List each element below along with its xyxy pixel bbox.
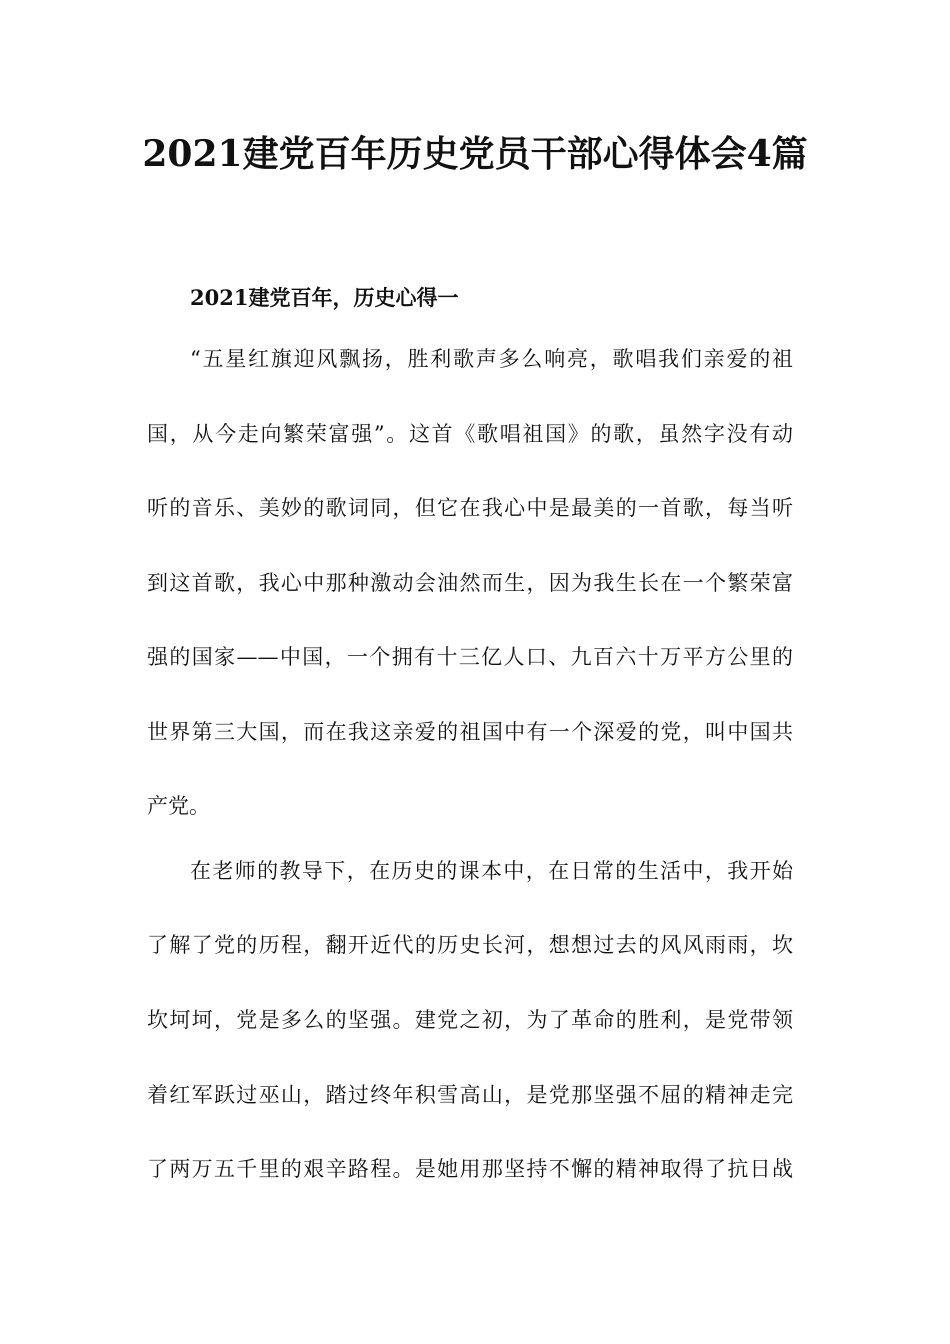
paragraph-line: 在老师的教导下，在历史的课本中，在日常的生活中，我开始: [190, 859, 793, 883]
paragraph-line: 强的国家——中国，一个拥有十三亿人口、九百六十万平方公里的: [147, 645, 793, 669]
paragraph-line: 到这首歌，我心中那种激动会油然而生，因为我生长在一个繁荣富: [147, 571, 793, 595]
paragraph-line: “五星红旗迎风飘扬，胜利歌声多么响亮，歌唱我们亲爱的祖: [190, 347, 793, 371]
document-title: 2021建党百年历史党员干部心得体会4篇: [142, 133, 808, 175]
paragraph-line: 了两万五千里的艰辛路程。是她用那坚持不懈的精神取得了抗日战: [147, 1157, 793, 1181]
paragraph-line: 了解了党的历程，翻开近代的历史长河，想想过去的风风雨雨，坎: [147, 933, 793, 957]
paragraph-line: 听的音乐、美妙的歌词同，但它在我心中是最美的一首歌，每当听: [147, 496, 793, 520]
paragraph-line: 产党。: [147, 794, 210, 818]
section-heading: 2021建党百年，历史心得一: [190, 285, 459, 310]
paragraph-line: 国，从今走向繁荣富强”。这首《歌唱祖国》的歌，虽然字没有动: [147, 422, 793, 446]
paragraph-line: 世界第三大国，而在我这亲爱的祖国中有一个深爱的党，叫中国共: [147, 720, 793, 744]
paragraph-line: 着红军跃过巫山，踏过终年积雪高山，是党那坚强不屈的精神走完: [147, 1083, 793, 1107]
paragraph-line: 坎坷坷，党是多么的坚强。建党之初，为了革命的胜利，是党带领: [147, 1008, 793, 1032]
